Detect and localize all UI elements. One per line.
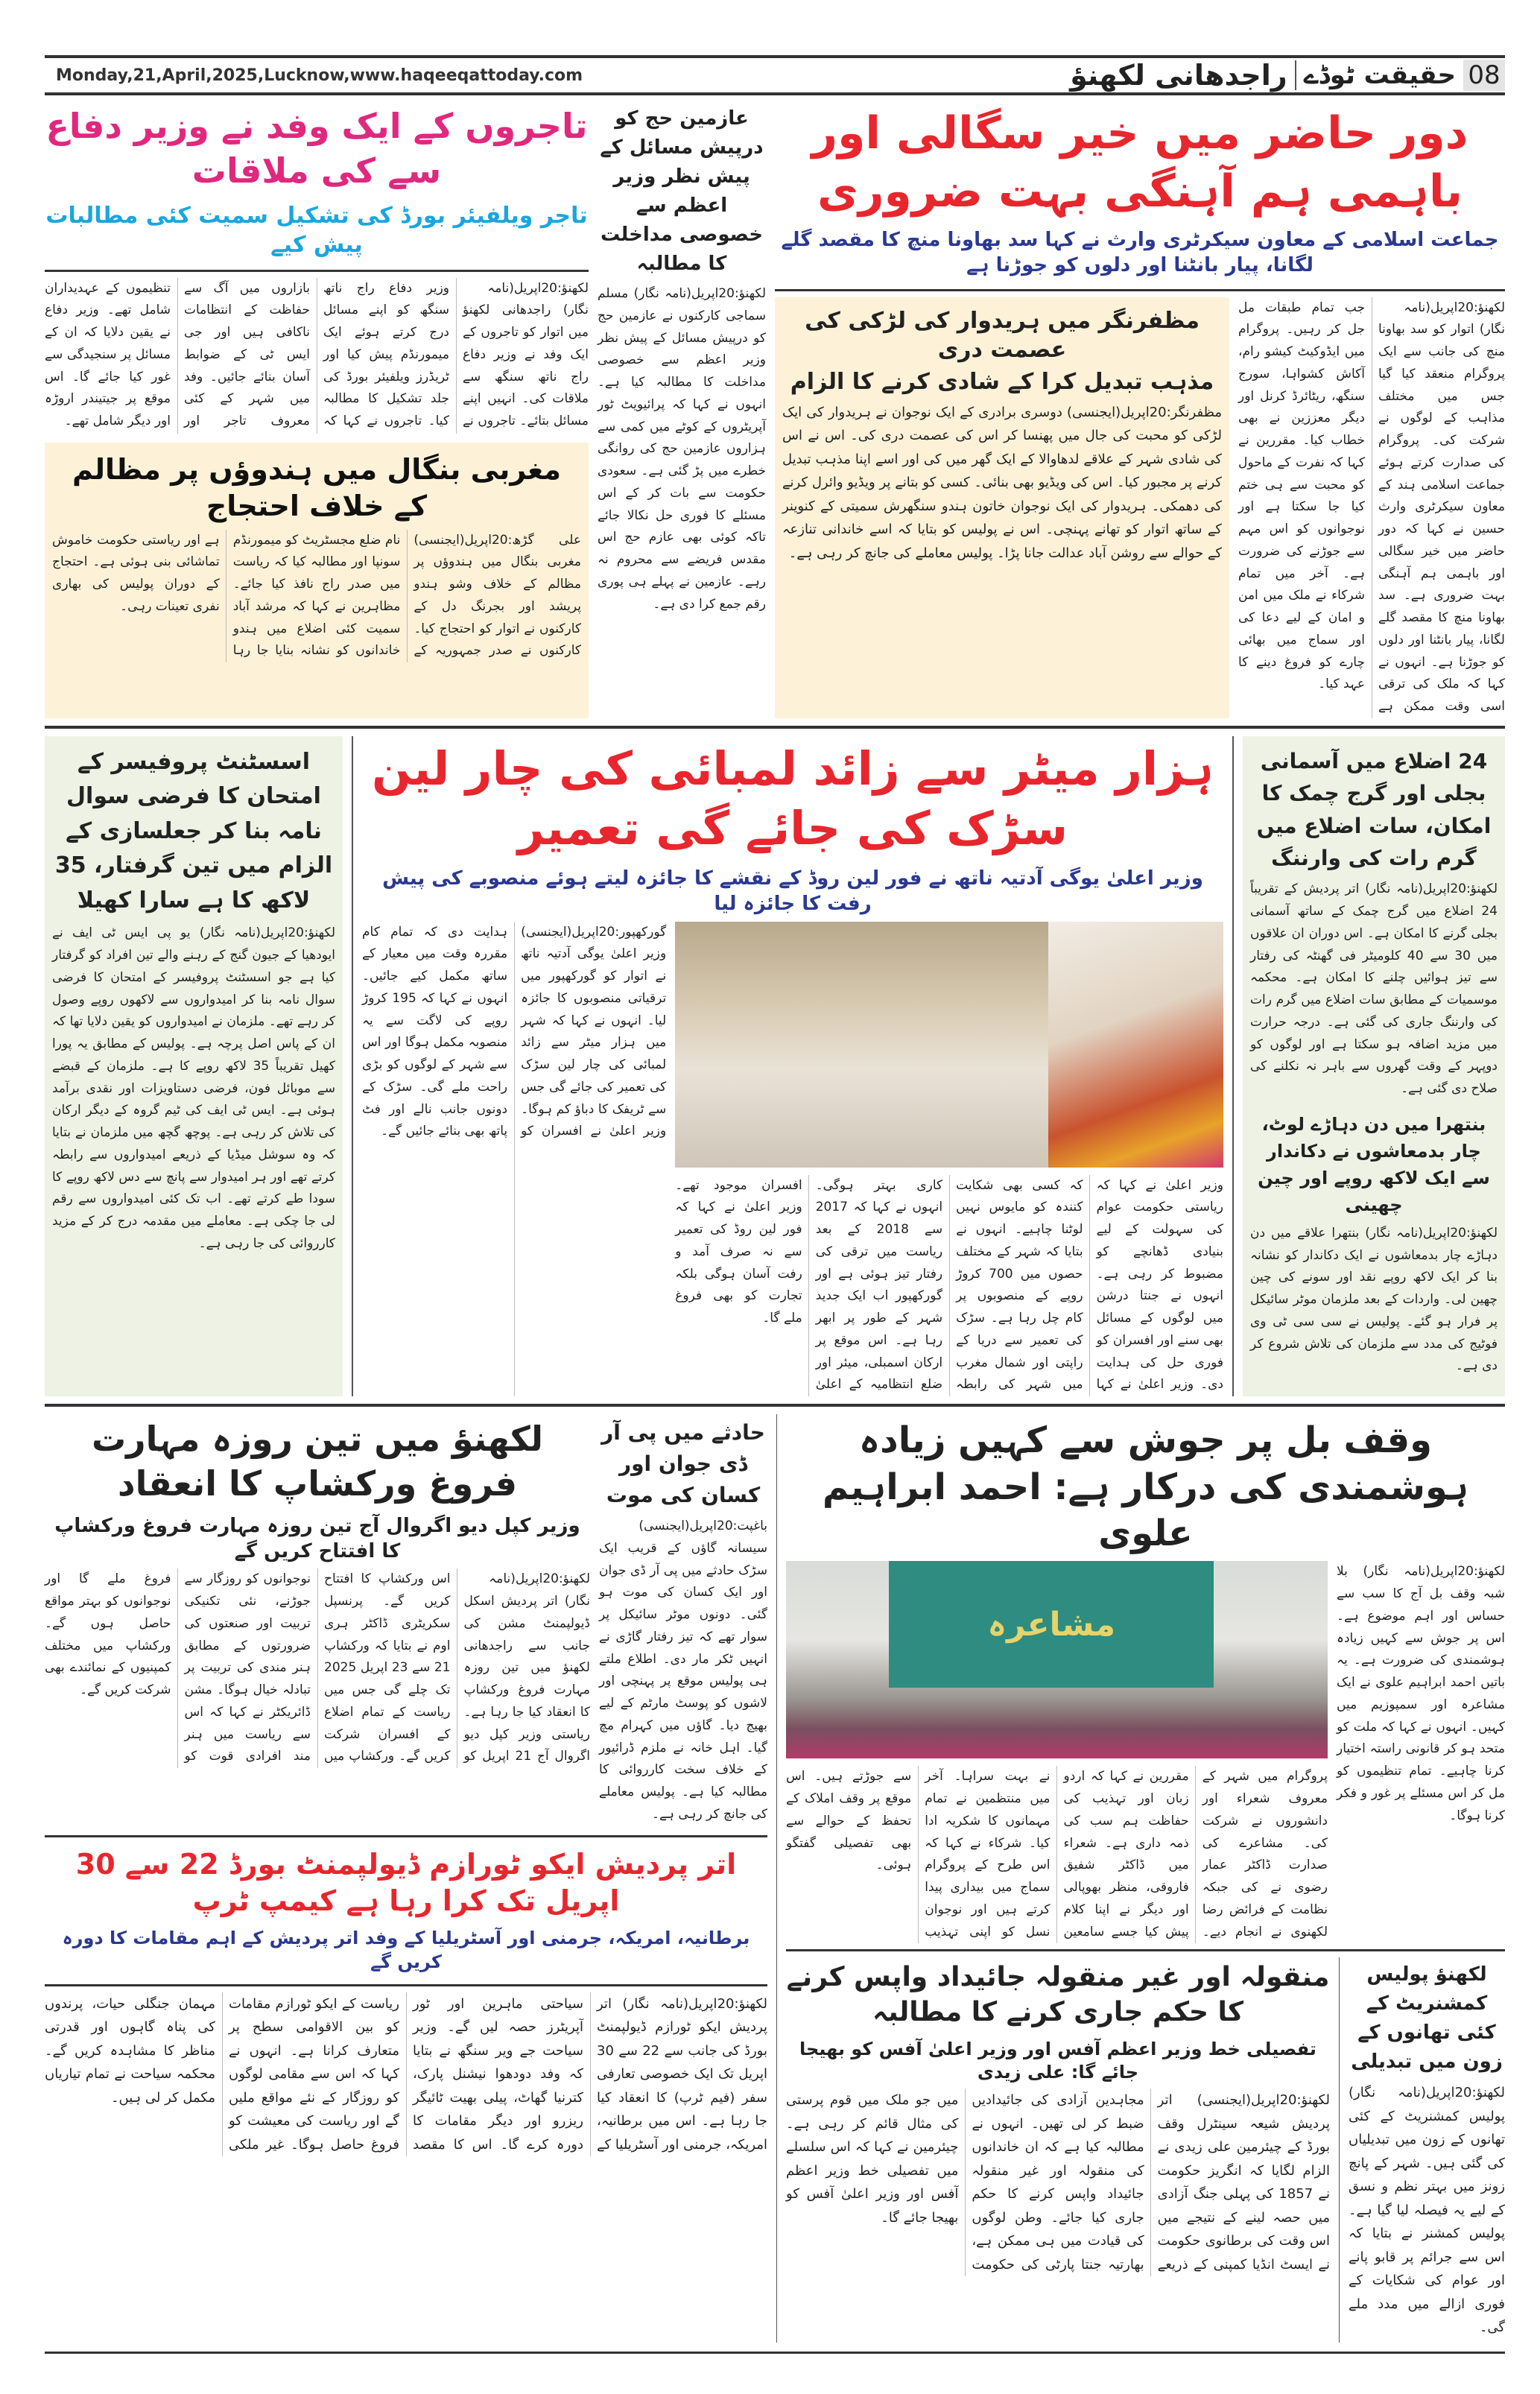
section-middle <box>45 736 1505 1396</box>
section-divider <box>45 726 1505 729</box>
article-body-waqf-side <box>1337 1561 1505 1943</box>
lead-content <box>775 297 1505 718</box>
headline-ecotourism: اتر پردیش ایکو ٹورازم ڈیولپمنٹ بورڈ 22 سے 30 اپریل تک کرا رہا ہے کیمپ ٹرپ <box>75 1847 737 1918</box>
article-body-traders <box>45 278 589 434</box>
workshop-row <box>45 1414 767 1829</box>
article-text: لکھنؤ:20اپریل(نامہ نگار) اتوار کو سد بھاونا منچ کی جانب سے ایک پروگرام منعقد کیا گیا جس میں مختلف مذاہب کے لوگوں نے شرکت کی۔ پروگرام کی صدارت کرتے ہوئے جماعت اسلامی ہند کے معاون سیکرٹری وارث حسین نے کہا کہ دور حاضر میں خیر سگالی اور باہمی ہم آہنگی بہت ضروری ہے۔ سد بھاونا منچ کا مقصد گلے لگانا، پیار بانٹنا اور دلوں کو جوڑنا ہے۔ انہوں نے کہا کہ ملک کی ترقی اسی وقت ممکن ہے جب تمام طبقات مل جل کر رہیں۔ پروگرام میں ایڈوکیٹ کیشو رام، آکاش کشواہا، سورج سنگھ، ریٹائرڈ کرنل اور دیگر معززین نے بھی خطاب کیا۔ مقررین نے کہا کہ نفرت کے ماحول کو محبت سے ہی ختم کیا جا سکتا ہے اور نوجوانوں کو اس مہم سے جوڑنے کی ضرورت ہے۔ آخر میں تمام شرکاء نے ملک میں امن و امان کے لیے دعا کی اور سماج میں بھائی چارے کو فروغ دینے کا عہد کیا۔ <box>1238 300 1505 715</box>
article-body-weather <box>1250 878 1498 1103</box>
column-property <box>786 1957 1330 2343</box>
column-bottom-left <box>45 1414 767 2343</box>
article-text: لکھنؤ:20اپریل(نامہ نگار) مسلم سماجی کارکنوں نے عازمین حج کو درپیش مسائل کے پیش نظر وزیر اعظم سے خصوصی مداخلت کا مطالبہ کیا ہے۔ انہوں نے کہا کہ پرائیویٹ ٹور آپریٹروں کے کوٹے میں کمی سے ہزاروں عازمین حج کی روانگی خطرے میں پڑ گئی ہے۔ سعودی حکومت سے بات کر کے اس مسئلے کا فوری حل نکالا جائے تاکہ کوئی بھی عازم حج اس مقدس فریضے سے محروم نہ رہے۔ عازمین نے پہلے ہی پوری رقم جمع کرا دی ہے۔ <box>598 286 766 612</box>
article-text: لکھنؤ:20اپریل(نامہ نگار) اتر پردیش کے تقریباً 24 اضلاع میں گرج چمک کے ساتھ آسمانی بجلی گرنے کا امکان ہے۔ اس دوران ان علاقوں میں 30 سے 40 کلومیٹر فی گھنٹہ کی رفتار سے تیز ہوائیں چلنے کا امکان ہے۔ محکمہ موسمیات کے مطابق سات اضلاع میں گرم رات کی وارننگ جاری کی گئی ہے۔ درجہ حرارت میں مزید اضافہ ہو سکتا ہے اور لوگوں کو دوپہر کے وقت گھروں سے باہر نہ نکلنے کی صلاح دی گئی ہے۔ <box>1250 881 1498 1097</box>
column-bottom-right <box>786 1414 1505 2343</box>
section-top <box>45 101 1505 718</box>
headline-haj: عازمین حج کو درپیش مسائل کے پیش نظر وزیر اعظم سے خصوصی مداخلت کا مطالبہ <box>600 107 764 275</box>
column-lead <box>775 101 1505 718</box>
section-bottom <box>45 1414 1505 2343</box>
article-text: علی گڑھ:20اپریل(ایجنسی) مغربی بنگال میں ہندوؤں پر مظالم کے خلاف وشو ہندو پریشد اور بجرنگ دل کے کارکنوں نے اتوار کو احتجاج کیا۔ کارکنوں نے صدر جمہوریہ کے نام ضلع مجسٹریٹ کو میمورنڈم سونپا اور مطالبہ کیا کہ ریاست میں صدر راج نافذ کیا جائے۔ مظاہرین نے کہا کہ مرشد آباد سمیت کئی اضلاع میں ہندو خاندانوں کو نشانہ بنایا جا رہا ہے اور ریاستی حکومت خاموش تماشائی بنی ہوئی ہے۔ احتجاج کے دوران پولیس کی بھاری نفری تعینات رہی۔ <box>52 532 581 659</box>
divider <box>45 1984 767 1986</box>
photo-cm-speaking <box>1048 922 1223 1168</box>
divider <box>45 1835 767 1837</box>
article-body-west-bengal <box>52 530 581 663</box>
column-traders <box>45 101 589 718</box>
column-workshop <box>45 1414 590 1829</box>
article-text: باغپت:20اپریل(ایجنسی) سیسانہ گاؤں کے قریب ایک سڑک حادثے میں پی آر ڈی جوان اور ایک کسان کی موت ہو گئی۔ دونوں موٹر سائیکل پر سوار تھے کہ تیز رفتار گاڑی نے انہیں ٹکر مار دی۔ اطلاع ملتے ہی پولیس موقع پر پہنچی اور لاشوں کو پوسٹ مارٹم کے لیے بھیج دیا۔ گاؤں میں کہرام مچ گیا۔ اہل خانہ نے ملزم ڈرائیور کے خلاف سخت کارروائی کا مطالبہ کیا ہے۔ پولیس معاملے کی جانچ کر رہی ہے۔ <box>599 1519 767 1822</box>
lead-subhead: جماعت اسلامی کے معاون سیکرٹری وارث نے کہا سد بھاونا منچ کا مقصد گلے لگانا، پیار بانٹنا اور دلوں کو جوڑنا ہے <box>781 229 1499 276</box>
newspaper-logo: حقیقت ٹوڈے <box>1303 60 1456 90</box>
headline-exam-fraud: اسسٹنٹ پروفیسر کے امتحان کا فرضی سوال نامہ بنا کر جعلسازی کے الزام میں تین گرفتار، 35 لاکھ کا ہے سارا کھیلا <box>54 748 333 913</box>
road-right <box>675 922 1223 1397</box>
headline-traders-meeting: تاجروں کے ایک وفد نے وزیر دفاع سے کی ملاقات <box>45 106 588 191</box>
column-haj <box>598 101 766 718</box>
box-weather <box>1243 736 1505 1396</box>
headline-weather: 24 اضلاع میں آسمانی بجلی اور گرج چمک کا امکان، سات اضلاع میں گرم رات کی وارننگ <box>1256 748 1492 871</box>
headline-robbery: بنتھرا میں دن دہاڑے لوٹ، چار بدمعاشوں نے دکاندار سے ایک لاکھ روپے اور چین چھینی <box>1258 1113 1490 1215</box>
headline-waqf-bill: وقف بل پر جوش سے کہیں زیادہ ہوشمندی کی درکار ہے: احمد ابراہیم علوی <box>822 1419 1469 1554</box>
lead-body <box>1238 297 1505 718</box>
article-text: لکھنؤ:20اپریل(نامہ نگار) اتر پردیش ایکو ٹورازم ڈیولپمنٹ بورڈ کی جانب سے 22 سے 30 اپریل تک ایک خصوصی تعارفی سفر (فیم ٹرپ) کا انعقاد کیا جا رہا ہے۔ اس میں برطانیہ، امریکہ، جرمنی اور آسٹریلیا کے سیاحتی ماہرین اور ٹور آپریٹرز حصہ لیں گے۔ وزیر سیاحت جے ویر سنگھ نے بتایا کہ وفد دودھوا نیشنل پارک، کترنیا گھاٹ، پیلی بھیت ٹائیگر ریزرو اور دیگر مقامات کا دورہ کرے گا۔ اس کا مقصد ریاست کے ایکو ٹورازم مقامات کو بین الاقوامی سطح پر متعارف کرانا ہے۔ انہوں نے کہا کہ اس سے مقامی لوگوں کو روزگار کے نئے مواقع ملیں گے اور ریاست کی معیشت کو فروغ حاصل ہوگا۔ غیر ملکی مہمان جنگلی حیات، پرندوں کی پناہ گاہوں اور قدرتی مناظر کا مشاہدہ کریں گے۔ محکمہ سیاحت نے تمام تیاریاں مکمل کر لی ہیں۔ <box>45 1995 767 2153</box>
column-accident <box>599 1414 767 1829</box>
waqf-content <box>786 1561 1505 1943</box>
article-body-police-zones <box>1349 2081 1505 2343</box>
photo-cm-yogi-event <box>675 922 1223 1168</box>
column-police-zones <box>1349 1957 1505 2343</box>
waqf-main <box>786 1561 1328 1943</box>
article-text: لکھنؤ:20اپریل(نامہ نگار) اتر پردیش اسکل ڈیولپمنٹ مشن کی جانب سے راجدھانی لکھنؤ میں تین روزہ مہارت فروغ ورکشاپ کا انعقاد کیا جا رہا ہے۔ ریاستی وزیر کپل دیو اگروال آج 21 اپریل کو اس ورکشاپ کا افتتاح کریں گے۔ پرنسپل سکریٹری ڈاکٹر ہری اوم نے بتایا کہ ورکشاپ 21 سے 23 اپریل 2025 تک چلے گی جس میں ریاست کے تمام اضلاع کے افسران شرکت کریں گے۔ ورکشاپ میں نوجوانوں کو روزگار سے جوڑنے، نئی تکنیکی تربیت اور صنعتوں کی ضرورتوں کے مطابق ہنر مندی کی تربیت پر تبادلہ خیال ہوگا۔ مشن ڈائریکٹر نے کہا کہ اس سے ریاست میں ہنر مند افرادی قوت کو فروغ ملے گا اور نوجوانوں کو بہتر مواقع حاصل ہوں گے۔ ورکشاپ میں مختلف کمپنیوں کے نمائندے بھی شرکت کریں گے۔ <box>45 1571 590 1764</box>
road-body-left <box>362 922 666 1397</box>
article-body-ecotourism <box>45 1992 767 2157</box>
lead-headline: دور حاضر میں خیر سگالی اور باہمی ہم آہنگی بہت ضروری <box>811 107 1468 218</box>
column-rule <box>1339 1957 1340 2343</box>
divider <box>775 289 1505 291</box>
article-text: لکھنؤ:20اپریل(نامہ نگار) یو پی ایس ٹی ایف نے ایودھیا کے جیون گنج کے رہنے والے تین افراد کو گرفتار کیا ہے جو اسسٹنٹ پروفیسر کے امتحان کا فرضی سوال نامہ بنا کر امیدواروں سے لاکھوں روپے وصول کر رہے تھے۔ ملزمان نے امیدواروں کو یقین دلایا تھا کہ ان کے پاس اصل پرچہ ہے۔ پولیس کے مطابق یہ پورا کھیل تقریباً 35 لاکھ روپے کا ہے۔ ملزمان کے قبضے سے موبائل فون، فرضی دستاویزات اور نقدی برآمد ہوئی ہے۔ ایس ٹی ایف کی ٹیم گروہ کے دیگر ارکان کی تلاش کر رہی ہے۔ پوچھ گچھ میں ملزمان نے بتایا کہ وہ سوشل میڈیا کے ذریعے امیدواروں سے رابطہ کرتے تھے اور ہر امیدوار سے پانچ سے دس لاکھ روپے کا سودا طے کرتے تھے۔ اب تک کئی امیدواروں سے رقم لی جا چکی ہے۔ معاملے میں مقدمہ درج کر کے مزید کارروائی کی جا رہی ہے۔ <box>52 925 335 1251</box>
article-body-muzaffarnagar <box>782 401 1222 569</box>
article-text: لکھنؤ:20اپریل(نامہ نگار) بلا شبہ وقف بل آج کا سب سے حساس اور اہم موضوع ہے۔ اس پر جوش سے کہیں زیادہ ہوشمندی کی ضرورت ہے۔ یہ باتیں احمد ابراہیم علوی نے ایک مشاعرہ اور سمپوزیم میں کہیں۔ انہوں نے کہا کہ ملت کو متحد ہو کر قانونی راستہ اختیار کرنا چاہیے۔ تمام تنظیموں کو مل کر اس مسئلے پر غور و فکر کرنا ہوگا۔ <box>1337 1564 1505 1823</box>
article-body-robbery <box>1250 1223 1498 1381</box>
article-body-waqf <box>786 1766 1328 1943</box>
article-body-haj <box>598 283 766 618</box>
masthead-right <box>1070 58 1505 92</box>
headline-muzaffarnagar-2: مذہب تبدیل کرا کے شادی کرنے کا الزام <box>790 368 1214 395</box>
headline-police-zones: لکھنؤ پولیس کمشنریٹ کے کئی تھانوں کے زون میں تبدیلی <box>1351 1963 1503 2074</box>
headline-skill-workshop: لکھنؤ میں تین روزہ مہارت فروغ ورکشاپ کا انعقاد <box>91 1419 544 1504</box>
article-text: مظفرنگر:20اپریل(ایجنسی) دوسری برادری کے ایک نوجوان نے ہریدوار کی ایک لڑکی کو محبت کی جال میں پھنسا کر اس کی عصمت دری کی۔ اس نے اس کی شادی شہر کے علاقے لدھاوالا کے ایک گھر میں کی اور اسے اپنا مذہب تبدیل کرنے پر مجبور کیا۔ اس کی ویڈیو بھی بنائی۔ کسی کو بتانے پر ویڈیو وائرل کرنے کی دھمکی۔ ہریدوار کی ایک نوجوان خاتون ہندو سنگھرش سمیتی کے کنوینر کے ساتھ اتوار کو تھانے پہنچی۔ اس نے پولیس کو بتایا کہ اسے خاندانی تنازعہ کے حوالے سے روشن آباد عدالت جانا پڑا۔ پولیس معاملے کی جانچ کر رہی ہے۔ <box>782 404 1222 561</box>
subhead-property: تفصیلی خط وزیر اعظم آفس اور وزیر اعلیٰ آفس کو بھیجا جائے گا: علی زیدی <box>799 2038 1316 2083</box>
banner-text: مشاعرہ <box>987 1605 1116 1644</box>
section-title: راجدھانی لکھنؤ <box>1070 59 1287 92</box>
headline-property: منقولہ اور غیر منقولہ جائیداد واپس کرنے کا حکم جاری کرنے کا مطالبہ <box>786 1962 1330 2028</box>
column-rule <box>776 1414 777 2343</box>
road-body-bottom <box>675 1175 1223 1397</box>
photo-audience <box>675 922 1048 1168</box>
article-body-exam-fraud <box>52 922 335 1258</box>
subhead-skill-workshop: وزیر کپل دیو اگروال آج تین روزہ مہارت فروغ ورکشاپ کا افتتاح کریں گے <box>54 1514 580 1562</box>
article-text: لکھنؤ:20اپریل(نامہ نگار) پولیس کمشنریٹ کے کئی تھانوں کے زون میں تبدیلیاں کی گئی ہیں۔ شہر کے پانچ زونز میں بہتر نظم و نسق کے لیے یہ فیصلہ لیا گیا ہے۔ پولیس کمشنر نے بتایا کہ اس سے جرائم پر قابو پانے اور عوام کی شکایات کے فوری ازالے میں مدد ملے گی۔ <box>1349 2085 1505 2336</box>
property-row <box>786 1957 1505 2343</box>
subhead-four-lane-road: وزیر اعلیٰ یوگی آدتیہ ناتھ نے فور لین روڈ کے نقشے کا جائزہ لیتے ہوئے منصوبے کی پیش رفت کا جائزہ لیا <box>382 867 1203 915</box>
article-body-accident <box>599 1516 767 1829</box>
headline-accident: حادثے میں پی آر ڈی جوان اور کسان کی موت <box>601 1420 765 1508</box>
header-divider <box>1295 60 1296 90</box>
article-text: وزیر اعلیٰ نے کہا کہ ریاستی حکومت عوام کی سہولت کے لیے بنیادی ڈھانچے کو مضبوط کر رہی ہے۔ انہوں نے جنتا درشن میں لوگوں کے مسائل بھی سنے اور افسران کو فوری حل کی ہدایت دی۔ وزیر اعلیٰ نے کہا کہ کسی بھی شکایت کنندہ کو مایوس نہیں لوٹنا چاہیے۔ انہوں نے بتایا کہ شہر کے مختلف حصوں میں 700 کروڑ روپے کے منصوبوں پر کام چل رہا ہے۔ سڑک کی تعمیر سے دریا کے راپتی اور شمال مغرب میں شہر کی رابطہ کاری بہتر ہوگی۔ انہوں نے کہا کہ 2017 سے 2018 کے بعد ریاست میں ترقی کی رفتار تیز ہوئی ہے اور گورکھپور اب ایک جدید شہر کے طور پر ابھر رہا ہے۔ اس موقع پر ارکان اسمبلی، میئر اور ضلع انتظامیہ کے اعلیٰ افسران موجود تھے۔ وزیر اعلیٰ نے کہا کہ فور لین روڈ کی تعمیر سے نہ صرف آمد و رفت آسان ہوگی بلکہ تجارت کو بھی فروغ ملے گا۔ <box>675 1177 1223 1393</box>
headline-west-bengal: مغربی بنگال میں ہندوؤں پر مظالم کے خلاف احتجاج <box>72 452 562 523</box>
subhead-ecotourism: برطانیہ، امریکہ، جرمنی اور آسٹریلیا کے وفد اتر پردیش کے اہم مقامات کا دورہ کریں گے <box>62 1928 750 1972</box>
box-muzaffarnagar <box>775 297 1229 718</box>
box-exam-fraud <box>45 736 343 1396</box>
dateline: Monday,21,April,2025,Lucknow,www.haqeeqattoday.com <box>56 66 583 85</box>
column-rule <box>1232 736 1234 1396</box>
article-text: لکھنؤ:20اپریل(نامہ نگار) راجدھانی لکھنؤ میں اتوار کو تاجروں کے ایک وفد نے وزیر دفاع راج ناتھ سنگھ سے ملاقات کی۔ انہیں اپنے مسائل بتائے۔ تاجروں نے وزیر دفاع راج ناتھ سنگھ کو اپنے مسائل درج کرتے ہوئے ایک میمورنڈم پیش کیا اور ٹریڈرز ویلفیئر بورڈ کی جلد تشکیل کا مطالبہ کیا۔ تاجروں نے کہا کہ بازاروں میں آگ سے حفاظت کے انتظامات ناکافی ہیں اور جی ایس ٹی کے ضوابط آسان بنائے جائیں۔ وفد میں شہر کے کئی معروف تاجر اور تنظیموں کے عہدیداران شامل تھے۔ وزیر دفاع نے یقین دلایا کہ ان کے مسائل پر سنجیدگی سے غور کیا جائے گا۔ اس موقع پر جیتیندر اروڑہ اور دیگر شامل تھے۔ <box>45 280 589 429</box>
column-rule <box>352 736 353 1396</box>
article-text: پروگرام میں شہر کے معروف شعراء اور دانشوروں نے شرکت کی۔ مشاعرے کی صدارت ڈاکٹر عمار رضوی نے کی جبکہ نظامت کے فرائض رضا لکھنوی نے انجام دیے۔ مقررین نے کہا کہ اردو زبان اور تہذیب کی حفاظت ہم سب کی ذمہ داری ہے۔ شعراء میں ڈاکٹر شفیق فاروقی، منظر بھوپالی اور دیگر نے اپنا کلام پیش کیا جسے سامعین نے بہت سراہا۔ آخر میں منتظمین نے تمام مہمانوں کا شکریہ ادا کیا۔ شرکاء نے کہا کہ اس طرح کے پروگرام سماج میں بیداری پیدا کرتے ہیں اور نوجوان نسل کو اپنی تہذیب سے جوڑتے ہیں۔ اس موقع پر وقف املاک کے تحفظ کے حوالے سے بھی تفصیلی گفتگو ہوئی۔ <box>786 1769 1328 1939</box>
photo-mushaira-event <box>786 1561 1328 1758</box>
road-content <box>362 922 1223 1397</box>
divider <box>45 270 589 272</box>
photo-stage-banner <box>889 1561 1214 1688</box>
article-text: گورکھپور:20اپریل(ایجنسی) وزیر اعلیٰ یوگی آدتیہ ناتھ نے اتوار کو گورکھپور میں ترقیاتی منصوبوں کا جائزہ لیا۔ انہوں نے کہا کہ شہر میں ہزار میٹر سے زائد لمبائی کی چار لین سڑک کی تعمیر کی جائے گی جس سے ٹریفک کا دباؤ کم ہوگا۔ وزیر اعلیٰ نے افسران کو ہدایت دی کہ تمام کام مقررہ وقت میں معیار کے ساتھ مکمل کیے جائیں۔ انہوں نے کہا کہ 195 کروڑ روپے کی لاگت سے یہ منصوبہ مکمل ہوگا اور اس سے شہر کے لوگوں کو بڑی راحت ملے گی۔ سڑک کے دونوں جانب نالے اور فٹ پاتھ بھی بنائے جائیں گے۔ <box>362 924 667 1139</box>
article-text: لکھنؤ:20اپریل(ایجنسی) اتر پردیش شیعہ سینٹرل وقف بورڈ کے چیئرمین علی زیدی نے الزام لگایا کہ انگریز حکومت نے 1857 کی پہلی جنگ آزادی میں حصہ لینے کے نتیجے میں اس وقت کی برطانوی حکومت نے ایسٹ انڈیا کمپنی کے ذریعے مجاہدین آزادی کی جائیدادیں ضبط کر لی تھیں۔ انہوں نے مطالبہ کیا ہے کہ ان خاندانوں کی منقولہ اور غیر منقولہ جائیداد واپس کرنے کا حکم جاری کیا جائے۔ وطن لوگوں کی قیادت میں ہی ممکن ہے، بھارتیہ جنتا پارٹی کی حکومت میں جو ملک میں قوم پرستی کی مثال قائم کر رہی ہے۔ چیئرمین نے کہا کہ اس سلسلے میں تفصیلی خط وزیر اعظم آفس اور وزیر اعلیٰ آفس کو بھیجا جائے گا۔ <box>786 2092 1330 2273</box>
page-bottom-rule <box>45 2352 1505 2354</box>
section-divider <box>45 1404 1505 1407</box>
article-body-workshop <box>45 1568 590 1768</box>
newspaper-page <box>45 0 1505 2369</box>
headline-muzaffarnagar-1: مظفرنگر میں ہریدوار کی لڑکی کی عصمت دری <box>805 307 1200 363</box>
article-body-property <box>786 2089 1330 2276</box>
headline-four-lane-road: ہزار میٹر سے زائد لمبائی کی چار لین سڑک کی جائے گی تعمیر <box>371 741 1214 856</box>
divider <box>786 1949 1505 1951</box>
subhead-traders: تاجر ویلفیئر بورڈ کی تشکیل سمیت کئی مطالبات پیش کیے <box>45 202 588 258</box>
masthead <box>45 55 1505 95</box>
page-number: 08 <box>1463 60 1505 91</box>
article-text: لکھنؤ:20اپریل(نامہ نگار) بنتھرا علاقے میں دن دہاڑے چار بدمعاشوں نے ایک دکاندار کو نشانہ بنا کر ایک لاکھ روپے نقد اور سونے کی چین چھین لی۔ واردات کے بعد ملزمان موٹر سائیکل پر فرار ہو گئے۔ پولیس نے سی سی ٹی وی فوٹیج کی مدد سے ملزمان کی تلاش شروع کر دی ہے۔ <box>1250 1225 1498 1374</box>
column-four-lane-road <box>362 736 1223 1396</box>
box-west-bengal <box>45 443 589 718</box>
